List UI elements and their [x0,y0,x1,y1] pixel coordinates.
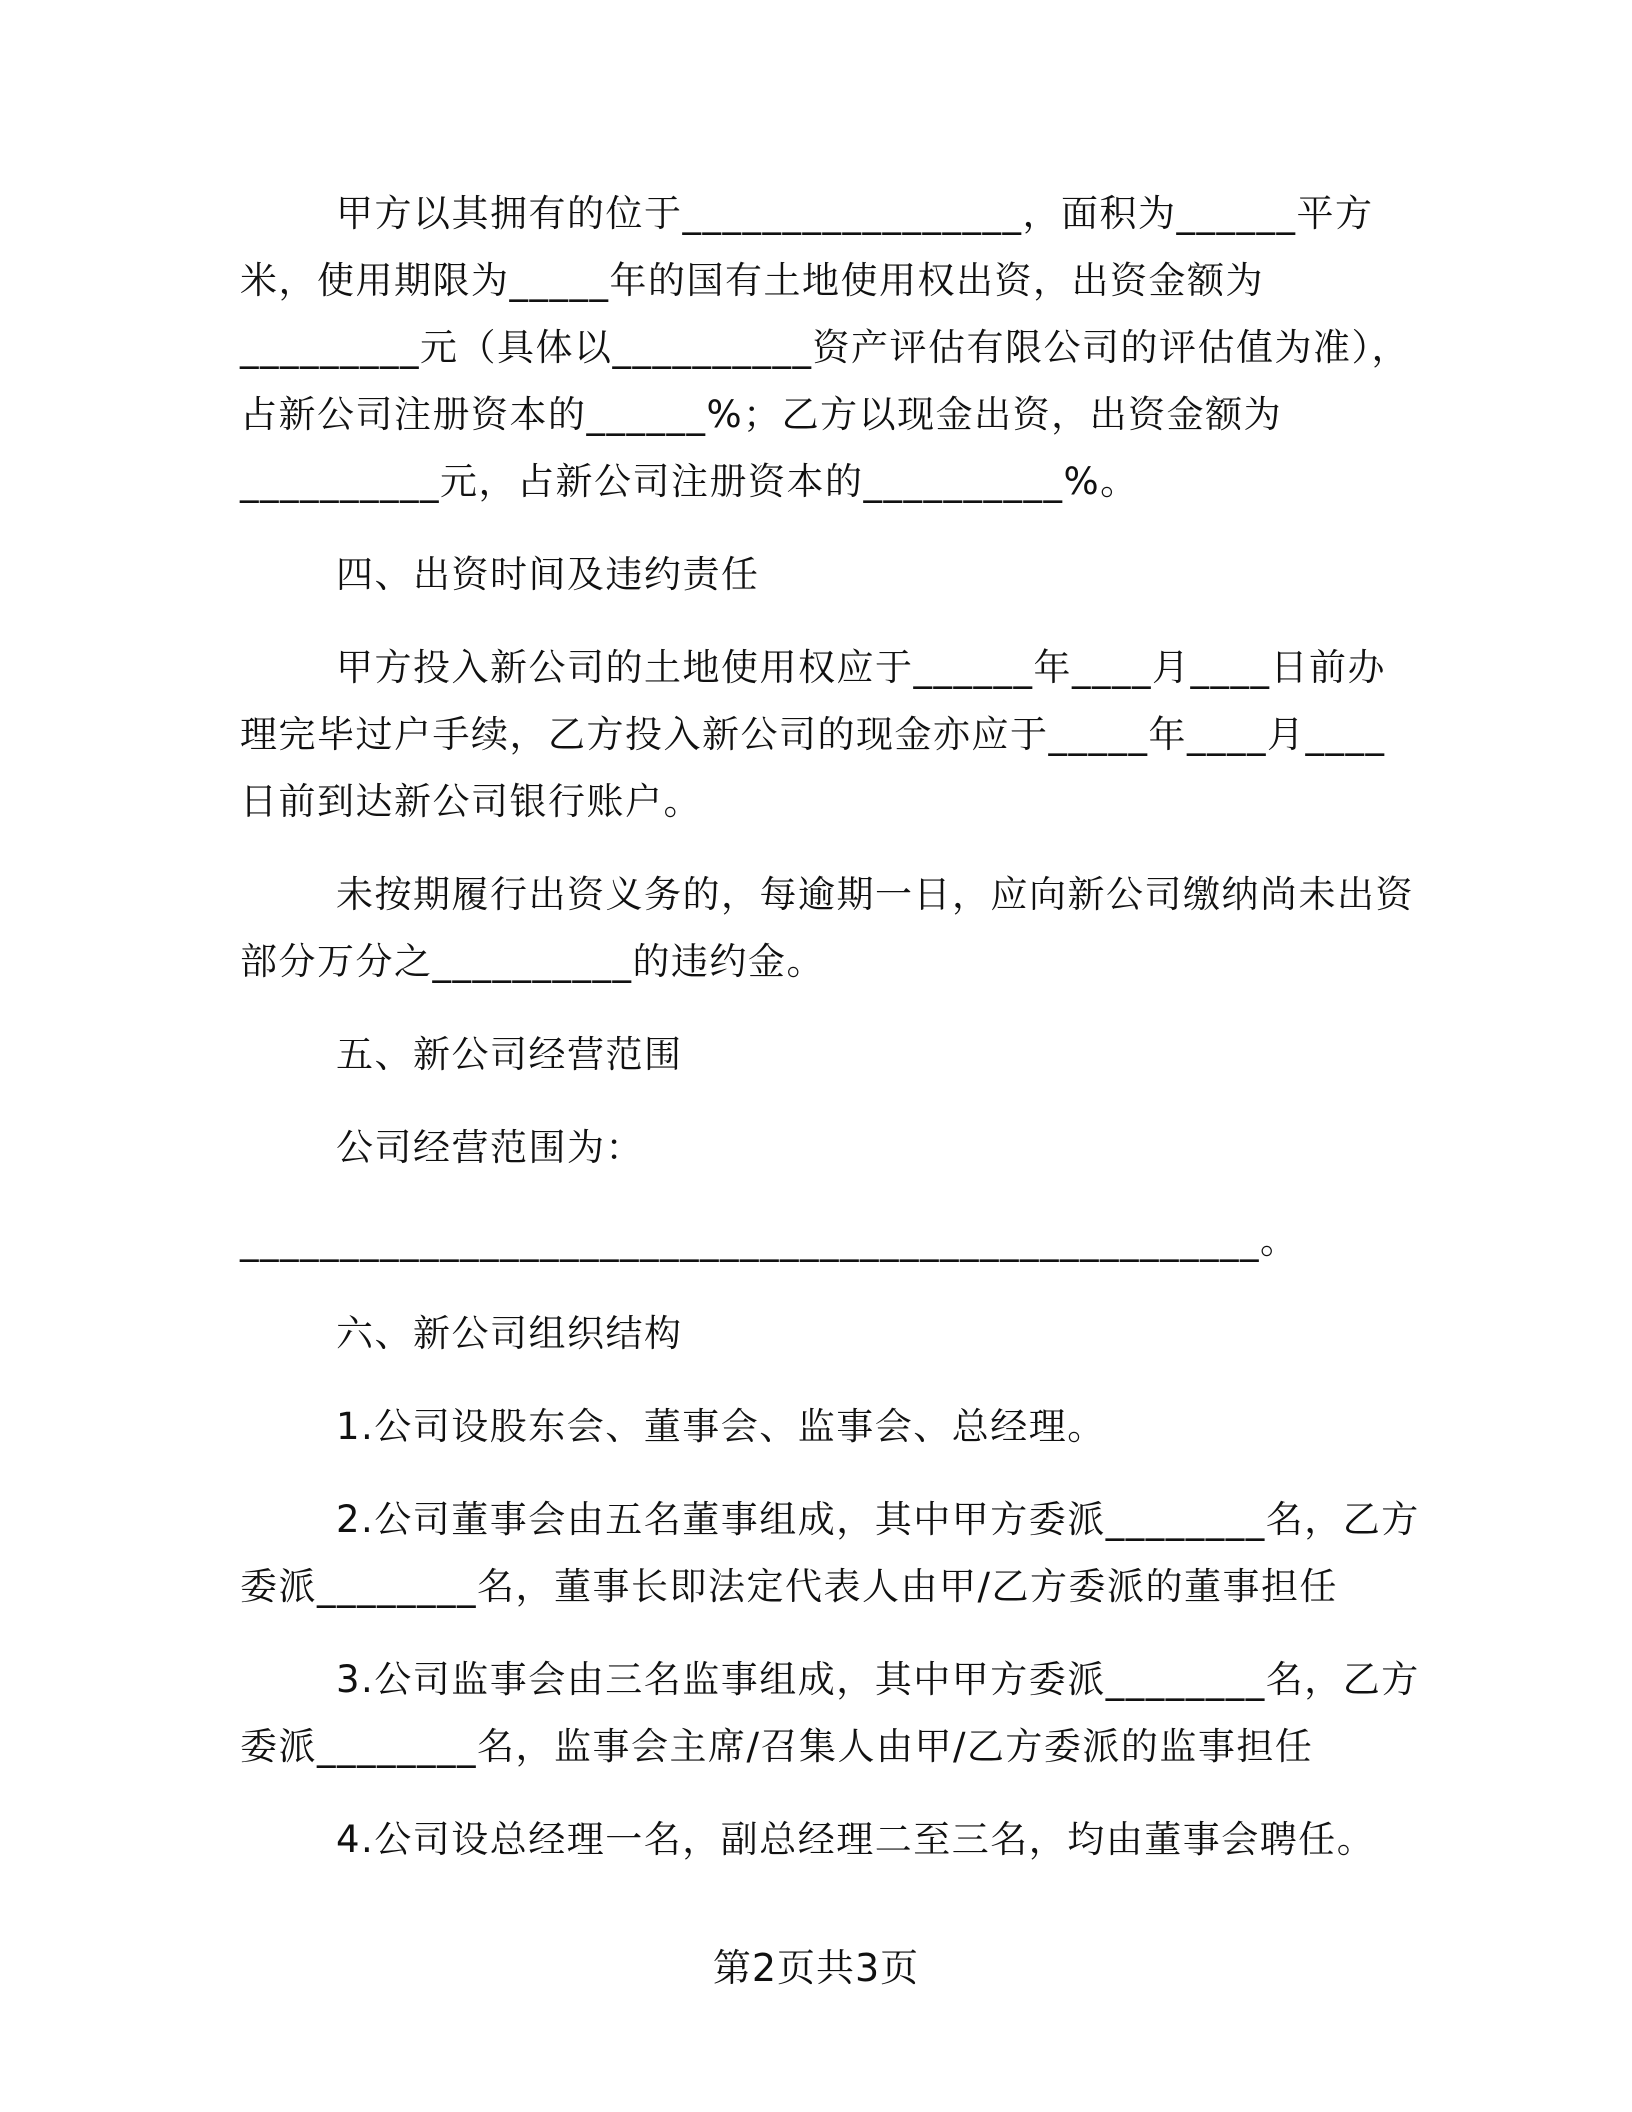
paragraph-line: 未按期履行出资义务的，每逾期一日，应向新公司缴纳尚未出资 [336,873,1414,916]
list-item-continued: 委派________名，监事会主席/召集人由甲/乙方委派的监事担任 [240,1725,1314,1768]
paragraph-line: 米，使用期限为_____年的国有土地使用权出资，出资金额为 [240,259,1264,302]
paragraph-line: 甲方投入新公司的土地使用权应于______年____月____日前办 [336,646,1386,689]
list-item: 2.公司董事会由五名董事组成，其中甲方委派________名，乙方 [336,1498,1420,1541]
paragraph-line: __________元，占新公司注册资本的__________%。 [240,460,1139,503]
paragraph-line: _________元（具体以__________资产评估有限公司的评估值为准）， [240,326,1410,369]
paragraph-line: 占新公司注册资本的______%；乙方以现金出资，出资金额为 [240,393,1283,436]
section-heading: 四、出资时间及违约责任 [336,553,760,596]
page-number: 第2页共3页 [712,1946,920,1990]
list-item-continued: 委派________名，董事长即法定代表人由甲/乙方委派的董事担任 [240,1565,1338,1608]
paragraph-line: 甲方以其拥有的位于_________________，面积为______平方 [336,192,1374,235]
list-item: 3.公司监事会由三名监事组成，其中甲方委派________名，乙方 [336,1658,1420,1701]
paragraph-line: 部分万分之__________的违约金。 [240,940,825,983]
paragraph-line: 日前到达新公司银行账户。 [240,780,702,823]
section-heading: 五、新公司经营范围 [336,1033,683,1076]
paragraph-line: ___________________________________________________。 [240,1219,1299,1262]
section-heading: 六、新公司组织结构 [336,1312,683,1355]
list-item: 4.公司设总经理一名，副总经理二至三名，均由董事会聘任。 [336,1818,1376,1861]
list-item: 1.公司设股东会、董事会、监事会、总经理。 [336,1405,1106,1448]
paragraph-line: 公司经营范围为： [336,1126,644,1169]
paragraph-line: 理完毕过户手续，乙方投入新公司的现金亦应于_____年____月____ [240,713,1386,756]
